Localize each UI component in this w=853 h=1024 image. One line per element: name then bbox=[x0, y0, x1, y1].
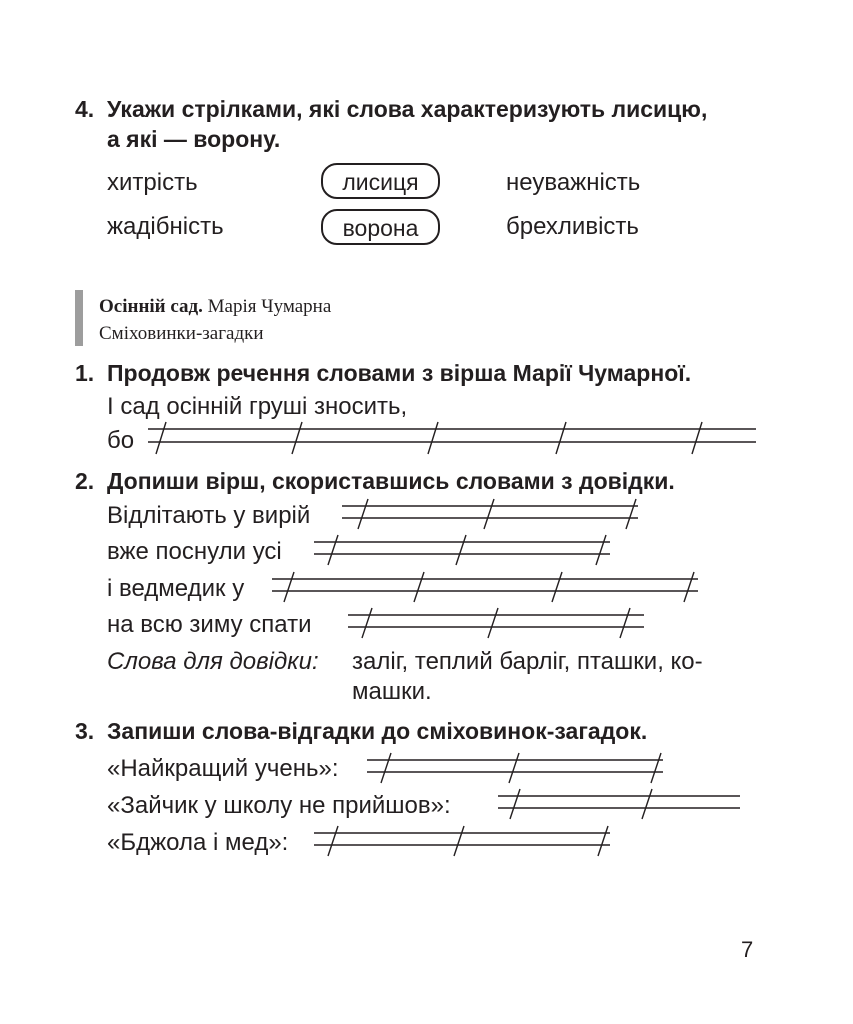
riddle-3: «Бджола і мед»: bbox=[107, 829, 289, 856]
riddle-1: «Найкращий учень»: bbox=[107, 755, 339, 782]
poem-line-4: на всю зиму спати bbox=[107, 611, 312, 638]
task1-writing-line[interactable] bbox=[146, 420, 758, 456]
poem-writing-line-4[interactable] bbox=[346, 606, 646, 640]
crow-word-box bbox=[321, 209, 440, 245]
task1-line1: І сад осінній груші зносить, bbox=[107, 393, 408, 420]
right-word-carelessness: неуважність bbox=[506, 169, 641, 196]
riddle-2: «Зайчик у школу не прийшов»: bbox=[107, 792, 451, 819]
page-number: 7 bbox=[741, 937, 754, 962]
task4-number: 4. bbox=[75, 96, 95, 122]
task1-number: 1. bbox=[75, 360, 95, 386]
task3-instruction: Запиши слова-відгадки до сміховинок-загадок. bbox=[107, 718, 648, 744]
poem-writing-line-3[interactable] bbox=[270, 570, 700, 604]
task3-number: 3. bbox=[75, 718, 95, 744]
hint-label: Слова для довідки: bbox=[107, 648, 319, 675]
left-word-greed: жадібність bbox=[107, 213, 224, 240]
reading-sidebar-bar bbox=[75, 290, 83, 346]
fox-word-box bbox=[321, 163, 440, 199]
reading-reference bbox=[99, 296, 331, 318]
riddle-answer-line-1[interactable] bbox=[365, 751, 665, 785]
reading-author: Марія Чумарна bbox=[207, 296, 332, 317]
hint-words-line2: машки. bbox=[352, 678, 432, 705]
poem-writing-line-2[interactable] bbox=[312, 533, 612, 567]
hint-words-line1: заліг, теплий барліг, пташки, ко- bbox=[352, 648, 703, 675]
right-word-deceitfulness: брехливість bbox=[506, 213, 639, 240]
reading-title: Осінній сад. bbox=[99, 296, 203, 317]
riddle-answer-line-2[interactable] bbox=[496, 787, 742, 821]
task1-line2-prefix: бо bbox=[107, 427, 135, 454]
fox-word: лисиця bbox=[342, 169, 419, 195]
left-word-cunning: хитрість bbox=[107, 169, 198, 196]
task1-instruction: Продовж речення словами з вірша Марії Чумарної. bbox=[107, 360, 692, 386]
poem-line-2: вже поснули усі bbox=[107, 538, 282, 565]
riddle-answer-line-3[interactable] bbox=[312, 824, 612, 858]
poem-writing-line-1[interactable] bbox=[340, 497, 640, 531]
task2-number: 2. bbox=[75, 468, 95, 494]
poem-line-3: і ведмедик у bbox=[107, 575, 245, 602]
poem-line-1: Відлітають у вирій bbox=[107, 502, 311, 529]
crow-word: ворона bbox=[342, 215, 419, 241]
task4-instruction-line2: а які — ворону. bbox=[107, 126, 281, 152]
task4-instruction-line1: Укажи стрілками, які слова характеризують лисицю, bbox=[107, 96, 708, 122]
task2-instruction: Допиши вірш, скориставшись словами з довідки. bbox=[107, 468, 675, 494]
reading-subtitle: Сміховинки-загадки bbox=[99, 323, 264, 344]
